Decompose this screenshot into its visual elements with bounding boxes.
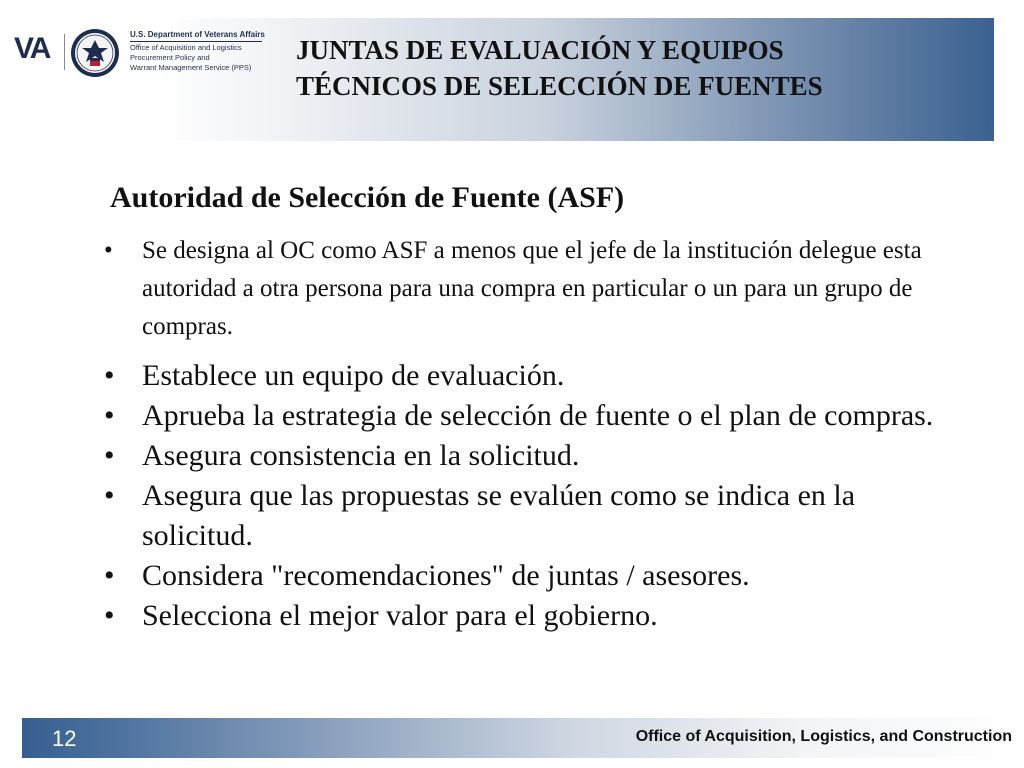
logo-department: U.S. Department of Veterans Affairs [130,30,265,39]
va-wordmark: VA [14,32,50,65]
bullet-marker: • [104,439,115,472]
bullet-list [100,232,940,636]
bullet-marker: • [104,237,113,264]
list-item [100,396,940,436]
list-item [100,232,940,346]
list-item [100,356,940,396]
bullet-marker: • [104,599,115,632]
footer-office-name: Office of Acquisition, Logistics, and Construction [635,728,1012,745]
logo-text [130,30,275,73]
bullet-text: Asegura que las propuestas se evalúen como se indica en la solicitud. [142,479,856,552]
logo-service-line1: Procurement Policy and [130,53,210,62]
bullet-text: Aprueba la estrategia de selección de fuente o el plan de compras. [142,399,934,432]
bullet-text: Se designa al OC como ASF a menos que el jefe de la institución delegue esta autoridad a otra persona para una compra en particular o un para un grupo de compras. [142,237,922,340]
list-item [100,436,940,476]
bullet-text: Establece un equipo de evaluación. [142,359,565,392]
bullet-text: Asegura consistencia en la solicitud. [142,439,580,472]
bullet-marker: • [104,359,115,392]
slide-title: JUNTAS DE EVALUACIÓN Y EQUIPOS TÉCNICOS DE SELECCIÓN DE FUENTES [296,35,823,101]
va-seal-icon [70,28,120,78]
list-item [100,556,940,596]
logo-office: Office of Acquisition and Logistics [130,43,242,52]
list-item [100,476,940,556]
bullet-text: Considera "recomendaciones" de juntas / asesores. [142,559,750,592]
va-logo [14,28,264,80]
list-item [100,596,940,636]
logo-service-line2: Warrant Management Service (PPS) [130,63,252,72]
logo-divider [64,34,65,70]
logo-rule [130,41,262,42]
bullet-text: Selecciona el mejor valor para el gobierno. [142,599,658,632]
bullet-marker: • [104,559,115,592]
section-subtitle: Autoridad de Selección de Fuente (ASF) [110,181,625,214]
bullet-marker: • [104,399,115,432]
bullet-marker: • [104,479,115,512]
page-number: 12 [52,726,77,751]
